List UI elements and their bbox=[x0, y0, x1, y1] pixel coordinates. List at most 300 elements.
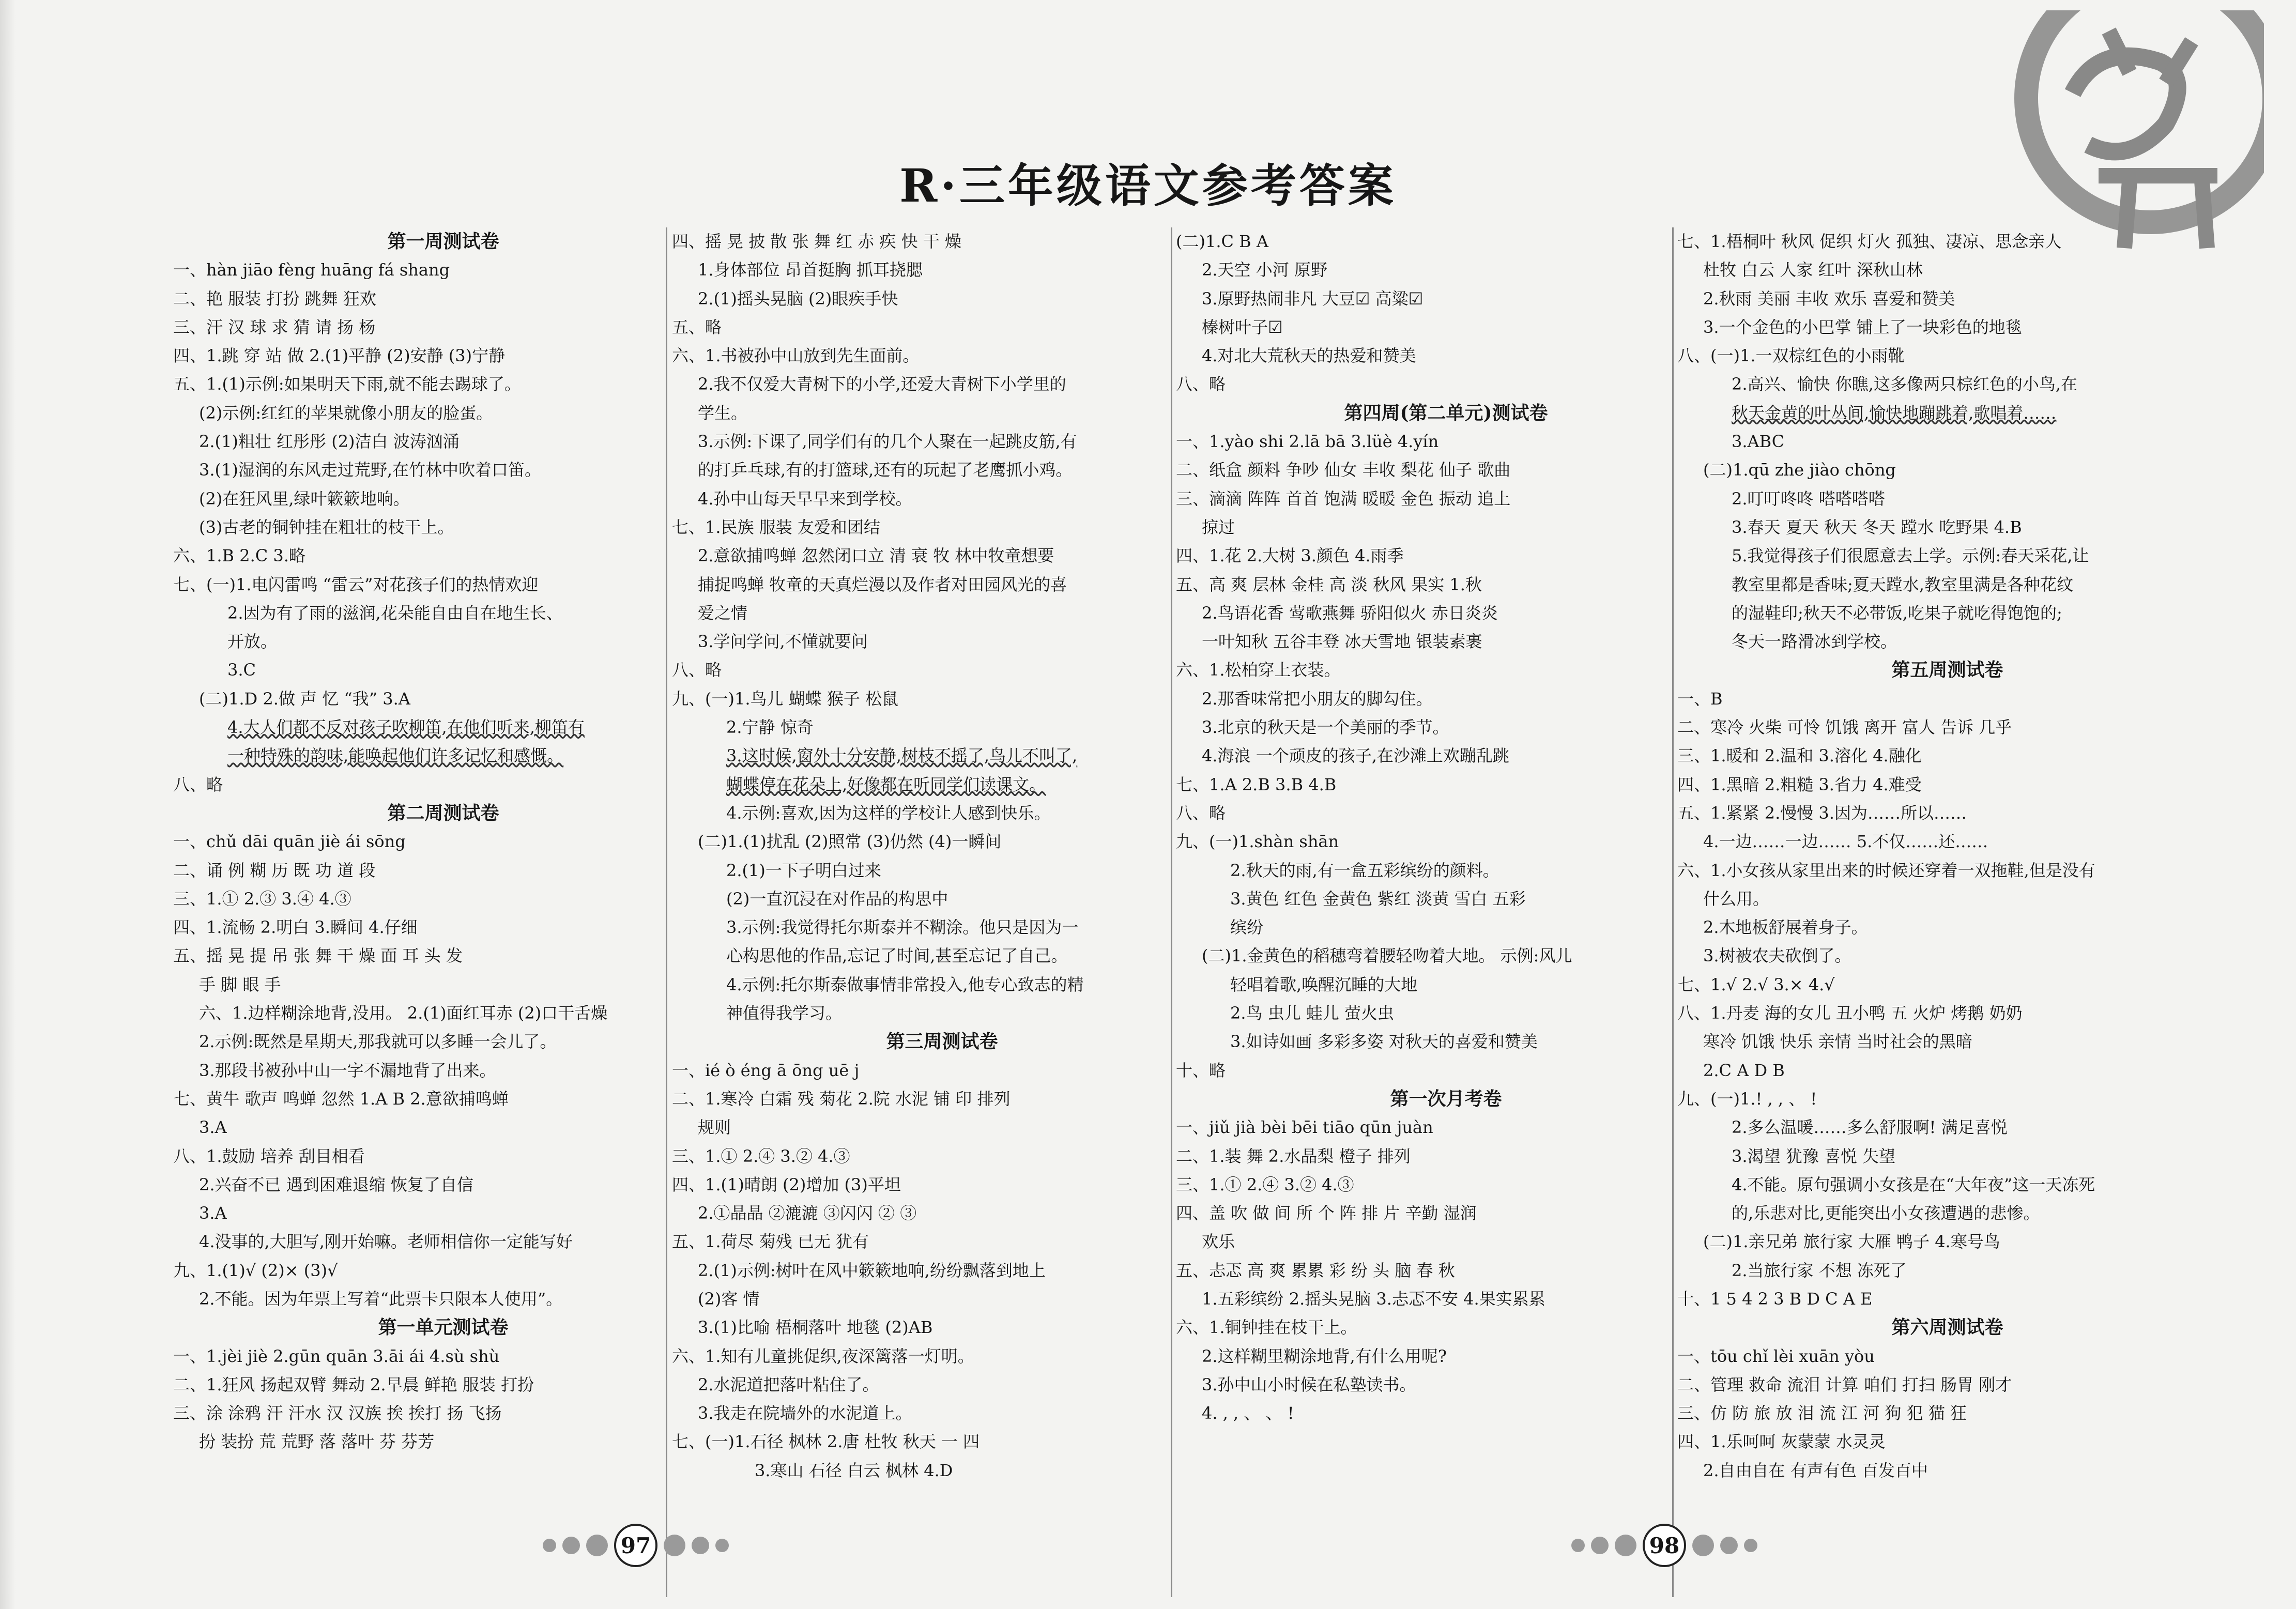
answer-text: 3.一个金色的小巴掌 铺上了一块彩色的地毯 bbox=[1703, 317, 2022, 337]
answer-text: 规则 bbox=[698, 1117, 731, 1138]
answer-text: 3.树被农夫砍倒了。 bbox=[1703, 946, 1851, 966]
answer-line bbox=[1677, 1028, 2217, 1056]
answer-line bbox=[173, 370, 713, 399]
answer-text: 2.不能。因为年票上写着“此票卡只限本人使用”。 bbox=[199, 1289, 563, 1309]
answer-text: 1.身体部位 昂首挺胸 抓耳挠腮 bbox=[698, 260, 923, 280]
section-heading bbox=[1176, 399, 1716, 427]
answer-text: 2.鸟 虫儿 蛙儿 萤火虫 bbox=[1230, 1003, 1395, 1023]
answer-text: 六、1.B 2.C 3.略 bbox=[173, 546, 305, 566]
answer-line bbox=[1176, 1028, 1716, 1056]
answer-line bbox=[1176, 1171, 1716, 1199]
answer-line bbox=[1677, 685, 2217, 713]
answer-line bbox=[672, 1399, 1212, 1428]
answer-text: 一、chǔ dāi quān jiè ái sōng bbox=[173, 832, 406, 852]
answer-line bbox=[1677, 1171, 2217, 1199]
answer-text: 三、1.① 2.③ 3.④ 4.③ bbox=[173, 888, 351, 909]
answer-line bbox=[1176, 942, 1716, 970]
section-heading bbox=[1677, 656, 2217, 684]
answer-text: 九、(一)1.鸟儿 蝴蝶 猴子 松鼠 bbox=[672, 688, 899, 709]
answer-text: 一、tōu chǐ lèi xuān yòu bbox=[1677, 1346, 1875, 1366]
answer-line bbox=[1176, 627, 1716, 656]
answer-line bbox=[672, 313, 1212, 342]
answer-line bbox=[1677, 456, 2217, 484]
answer-line bbox=[173, 627, 713, 656]
answer-line bbox=[1677, 542, 2217, 570]
answer-text: 2.自由自在 有声有色 百发百中 bbox=[1703, 1460, 1928, 1480]
answer-line bbox=[1677, 856, 2217, 885]
answer-text: 第二周测试卷 bbox=[387, 802, 499, 824]
answer-text: 榛树叶子☑ bbox=[1202, 317, 1283, 337]
answer-line bbox=[173, 828, 713, 856]
answer-text: 3.(1)比喻 梧桐落叶 地毯 (2)AB bbox=[698, 1317, 933, 1338]
column-divider bbox=[1171, 227, 1172, 1597]
answer-text: 二、1.装 舞 2.水晶梨 橙子 排列 bbox=[1176, 1146, 1411, 1166]
answer-text: 秋天金黄的叶丛间,愉快地蹦跳着,歌唱着…… bbox=[1732, 403, 2057, 423]
dot-decoration bbox=[715, 1539, 729, 1552]
answer-line bbox=[672, 1142, 1212, 1171]
answer-line bbox=[672, 599, 1212, 627]
answer-text: 一、1.jèi jiè 2.gūn quān 3.āi ái 4.sù shù bbox=[173, 1346, 500, 1366]
answer-text: 二、诵 例 糊 历 既 功 道 段 bbox=[173, 860, 376, 880]
answer-text: 十、1 5 4 2 3 B D C A E bbox=[1677, 1289, 1873, 1309]
answer-line bbox=[1677, 485, 2217, 513]
answer-text: 4.孙中山每天早早来到学校。 bbox=[698, 488, 912, 509]
section-heading bbox=[173, 799, 713, 828]
answer-line bbox=[1176, 342, 1716, 370]
answer-line bbox=[1176, 227, 1716, 256]
answer-text: 九、(一)1.! , , 、 ! bbox=[1677, 1089, 1817, 1109]
answer-line bbox=[1176, 285, 1716, 313]
answer-line bbox=[173, 913, 713, 942]
answer-text: 八、略 bbox=[173, 774, 223, 794]
answer-line bbox=[173, 1256, 713, 1285]
answer-text: 四、1.流畅 2.明白 3.瞬间 4.仔细 bbox=[173, 917, 418, 938]
answer-line bbox=[1176, 599, 1716, 627]
answer-text: 2.(1)示例:树叶在风中簌簌地响,纷纷飘落到地上 bbox=[698, 1260, 1046, 1280]
answer-text: 2.我不仅爱大青树下的小学,还爱大青树下小学里的 bbox=[698, 374, 1066, 394]
answer-text: 九、(一)1.shàn shān bbox=[1176, 832, 1339, 852]
answer-text: 2.示例:既然是星期天,那我就可以多睡一会儿了。 bbox=[199, 1032, 557, 1052]
answer-text: 四、1.乐呵呵 灰蒙蒙 水灵灵 bbox=[1677, 1432, 1886, 1452]
answer-text: (二)1.D 2.做 声 忆 “我” 3.A bbox=[199, 688, 410, 709]
answer-text: 三、滴滴 阵阵 首首 饱满 暖暖 金色 振动 追上 bbox=[1176, 488, 1511, 509]
answer-line bbox=[1176, 256, 1716, 284]
page-title: R·三年级语文参考答案 bbox=[899, 159, 1397, 212]
answer-line bbox=[672, 828, 1212, 856]
answer-text: 二、艳 服装 打扮 跳舞 狂欢 bbox=[173, 288, 376, 309]
answer-text: 第一周测试卷 bbox=[387, 231, 499, 252]
answer-line bbox=[672, 1371, 1212, 1399]
answer-line bbox=[1677, 713, 2217, 742]
answer-text: 第一单元测试卷 bbox=[378, 1316, 509, 1339]
answer-line bbox=[1176, 913, 1716, 942]
answer-text: (2)客 情 bbox=[698, 1289, 760, 1309]
answer-text: 蝴蝶停在花朵上,好像都在听同学们读课文。 bbox=[726, 774, 1046, 794]
answer-line bbox=[1677, 571, 2217, 599]
answer-text: 六、1.边样糊涂地背,没用。 2.(1)面红耳赤 (2)口干舌燥 bbox=[199, 1003, 608, 1023]
answer-text: 的打乒乓球,有的打篮球,还有的玩起了老鹰抓小鸡。 bbox=[698, 460, 1073, 480]
answer-text: 欢乐 bbox=[1202, 1232, 1235, 1252]
answer-text: 3.示例:下课了,同学们有的几个人聚在一起跳皮筋,有 bbox=[698, 432, 1077, 452]
answer-line bbox=[173, 513, 713, 542]
answer-text: 八、略 bbox=[672, 660, 722, 680]
answer-line bbox=[672, 342, 1212, 370]
answer-line bbox=[672, 1113, 1212, 1142]
answer-text: 八、略 bbox=[1176, 374, 1226, 394]
answer-text: 二、1.寒冷 白霜 残 菊花 2.院 水泥 铺 印 排列 bbox=[672, 1089, 1011, 1109]
answer-text: 2.(1)一下子明白过来 bbox=[726, 860, 881, 880]
answer-text: 神值得我学习。 bbox=[726, 1003, 843, 1023]
dot-decoration bbox=[692, 1537, 709, 1554]
answer-line bbox=[1677, 828, 2217, 856]
answer-text: 2.鸟语花香 莺歌燕舞 骄阳似火 赤日炎炎 bbox=[1202, 603, 1498, 623]
answer-line bbox=[1677, 971, 2217, 999]
answer-line bbox=[1176, 1056, 1716, 1085]
answer-line bbox=[672, 227, 1212, 256]
answer-line bbox=[1176, 1199, 1716, 1228]
answer-line bbox=[672, 771, 1212, 799]
answer-line bbox=[672, 513, 1212, 542]
answer-line bbox=[672, 656, 1212, 684]
answer-line bbox=[173, 999, 713, 1028]
answer-text: 三、涂 涂鸦 汗 汗水 汉 汉族 挨 挨打 扬 飞扬 bbox=[173, 1403, 502, 1423]
seal-stamp-icon bbox=[1995, 10, 2264, 253]
answer-line bbox=[173, 1228, 713, 1256]
answer-text: 心构思他的作品,忘记了时间,甚至忘记了自己。 bbox=[726, 946, 1068, 966]
answer-text: 四、1.花 2.大树 3.颜色 4.雨季 bbox=[1176, 546, 1404, 566]
answer-text: 八、(一)1.一双棕红色的小雨靴 bbox=[1677, 346, 1905, 366]
dot-decoration bbox=[1615, 1535, 1636, 1556]
answer-line bbox=[1176, 427, 1716, 456]
answer-text: 第一次月考卷 bbox=[1390, 1087, 1502, 1110]
answer-line bbox=[672, 256, 1212, 284]
answer-text: 五、摇 晃 提 吊 张 舞 干 燥 面 耳 头 发 bbox=[173, 946, 463, 966]
answer-text: 3.示例:我觉得托尔斯泰并不糊涂。他只是因为一 bbox=[726, 917, 1079, 938]
answer-line bbox=[672, 285, 1212, 313]
answer-text: 一、hàn jiāo fèng huāng fá shang bbox=[173, 260, 450, 280]
answer-line bbox=[672, 627, 1212, 656]
answer-text: 3.春天 夏天 秋天 冬天 蹚水 吃野果 4.B bbox=[1732, 517, 2022, 537]
answer-text: 七、1.民族 服装 友爱和团结 bbox=[672, 517, 880, 537]
answer-text: 八、略 bbox=[1176, 803, 1226, 823]
answer-column-3 bbox=[1176, 227, 1716, 1428]
answer-line bbox=[672, 971, 1212, 999]
answer-line bbox=[672, 913, 1212, 942]
dot-decoration bbox=[543, 1539, 556, 1552]
answer-line bbox=[672, 742, 1212, 770]
answer-column-4 bbox=[1677, 227, 2217, 1485]
answer-line bbox=[1176, 685, 1716, 713]
answer-line bbox=[1677, 942, 2217, 970]
answer-text: 2.因为有了雨的滋润,花朵能自由自在地生长、 bbox=[227, 603, 563, 623]
answer-line bbox=[1176, 1256, 1716, 1285]
answer-line bbox=[1176, 1313, 1716, 1342]
answer-text: 第五周测试卷 bbox=[1891, 659, 2003, 681]
answer-text: 杜牧 白云 人家 红叶 深秋山林 bbox=[1703, 260, 1923, 280]
answer-text: 3.如诗如画 多彩多姿 对秋天的喜爱和赞美 bbox=[1230, 1032, 1538, 1052]
page-number-right bbox=[1571, 1522, 1757, 1569]
answer-text: 3.ABC bbox=[1732, 432, 1785, 452]
answer-text: 扮 装扮 荒 荒野 落 落叶 芬 芬芳 bbox=[199, 1432, 435, 1452]
answer-line bbox=[672, 1171, 1212, 1199]
answer-text: 五、1.(1)示例:如果明天下雨,就不能去踢球了。 bbox=[173, 374, 521, 394]
answer-line bbox=[1677, 285, 2217, 313]
answer-line bbox=[672, 370, 1212, 399]
answer-line bbox=[672, 399, 1212, 427]
answer-line bbox=[1176, 771, 1716, 799]
answer-line bbox=[173, 256, 713, 284]
answer-line bbox=[1176, 971, 1716, 999]
answer-line bbox=[672, 1285, 1212, 1313]
answer-line bbox=[173, 771, 713, 799]
answer-line bbox=[672, 427, 1212, 456]
answer-text: 2.这样糊里糊涂地背,有什么用呢? bbox=[1202, 1346, 1447, 1366]
answer-text: 3.北京的秋天是一个美丽的季节。 bbox=[1202, 717, 1449, 738]
answer-line bbox=[1677, 313, 2217, 342]
answer-text: 2.那香味常把小朋友的脚勾住。 bbox=[1202, 688, 1433, 709]
answer-text: 七、(一)1.石径 枫林 2.唐 杜牧 秋天 一 四 bbox=[672, 1432, 980, 1452]
answer-line bbox=[173, 1142, 713, 1171]
answer-line bbox=[173, 1171, 713, 1199]
answer-line bbox=[1176, 542, 1716, 570]
answer-text: 手 脚 眼 手 bbox=[199, 974, 281, 994]
answer-text: 一、ié ò éng ā ōng uē j bbox=[672, 1060, 860, 1080]
answer-line bbox=[1176, 1342, 1716, 1371]
answer-line bbox=[1677, 342, 2217, 370]
answer-line bbox=[173, 742, 713, 770]
answer-text: 二、1.狂风 扬起双臂 舞动 2.早晨 鲜艳 服装 打扮 bbox=[173, 1374, 534, 1395]
page-number-left bbox=[543, 1522, 729, 1569]
answer-line bbox=[672, 685, 1212, 713]
answer-line bbox=[1176, 713, 1716, 742]
answer-text: 二、纸盒 颜料 争吵 仙女 丰收 梨花 仙子 歌曲 bbox=[1176, 460, 1511, 480]
answer-text: 六、1.知有儿童挑促织,夜深篱落一灯明。 bbox=[672, 1346, 974, 1366]
answer-text: 3.渴望 犹豫 喜悦 失望 bbox=[1732, 1146, 1896, 1166]
answer-text: 的,乐悲对比,更能突出小女孩遭遇的悲惨。 bbox=[1732, 1203, 2040, 1223]
answer-line bbox=[173, 1428, 713, 1456]
answer-text: 2.(1)摇头晃脑 (2)眼疾手快 bbox=[698, 288, 898, 309]
answer-text: 2.当旅行家 不想 冻死了 bbox=[1732, 1260, 1907, 1280]
answer-text: 3.黄色 红色 金黄色 紫红 淡黄 雪白 五彩 bbox=[1230, 888, 1526, 909]
answer-text: 4.示例:托尔斯泰做事情非常投入,他专心致志的精 bbox=[726, 974, 1084, 994]
answer-line bbox=[1677, 370, 2217, 399]
answer-line bbox=[1677, 1085, 2217, 1113]
answer-line bbox=[1176, 313, 1716, 342]
section-heading bbox=[173, 227, 713, 256]
answer-text: 2.高兴、愉快 你瞧,这多像两只棕红色的小鸟,在 bbox=[1732, 374, 2078, 394]
answer-line bbox=[672, 485, 1212, 513]
answer-line bbox=[1677, 1199, 2217, 1228]
answer-line bbox=[173, 485, 713, 513]
answer-line bbox=[672, 885, 1212, 913]
answer-line bbox=[1176, 742, 1716, 770]
answer-text: 五、忐忑 高 爽 累累 彩 纷 头 脑 春 秋 bbox=[1176, 1260, 1455, 1280]
answer-text: 3.孙中山小时候在私塾读书。 bbox=[1202, 1374, 1416, 1395]
answer-text: 3.A bbox=[199, 1117, 227, 1138]
answer-text: (2)示例:红红的苹果就像小朋友的脸蛋。 bbox=[199, 403, 493, 423]
answer-text: 四、1.跳 穿 站 做 2.(1)平静 (2)安静 (3)宁静 bbox=[173, 346, 506, 366]
answer-text: 七、(一)1.电闪雷鸣 “雷云”对花孩子们的热情欢迎 bbox=[173, 574, 539, 594]
answer-text: 2.叮叮咚咚 嗒嗒嗒嗒 bbox=[1732, 488, 1885, 509]
answer-text: 2.宁静 惊奇 bbox=[726, 717, 814, 738]
answer-text: 冬天一路滑冰到学校。 bbox=[1732, 632, 1897, 652]
answer-text: 寒冷 饥饿 快乐 亲情 当时社会的黑暗 bbox=[1703, 1032, 1972, 1052]
page-number-98: 98 bbox=[1643, 1524, 1686, 1567]
answer-text: 二、寒冷 火柴 可怜 饥饿 离开 富人 告诉 几乎 bbox=[1677, 717, 2012, 738]
answer-text: 3.学问学问,不懂就要问 bbox=[698, 632, 868, 652]
answer-line bbox=[173, 856, 713, 885]
answer-text: 什么用。 bbox=[1703, 888, 1770, 909]
answer-text: 4.对北大荒秋天的热爱和赞美 bbox=[1202, 346, 1416, 366]
scan-edge bbox=[0, 0, 16, 1609]
dot-decoration bbox=[586, 1535, 608, 1556]
answer-line bbox=[672, 942, 1212, 970]
answer-line bbox=[1677, 1457, 2217, 1485]
answer-line bbox=[173, 456, 713, 484]
answer-line bbox=[173, 285, 713, 313]
answer-line bbox=[173, 1371, 713, 1399]
answer-text: 四、1.(1)晴朗 (2)增加 (3)平坦 bbox=[672, 1174, 901, 1194]
answer-line bbox=[173, 1085, 713, 1113]
answer-line bbox=[1677, 771, 2217, 799]
answer-line bbox=[1176, 799, 1716, 828]
answer-line bbox=[173, 685, 713, 713]
answer-text: 三、1.暖和 2.温和 3.溶化 4.融化 bbox=[1677, 746, 1922, 766]
answer-line bbox=[1677, 599, 2217, 627]
dot-decoration bbox=[1591, 1537, 1609, 1554]
answer-text: 4.大人们都不反对孩子吹柳笛,在他们听来,柳笛有 bbox=[227, 717, 585, 738]
answer-text: 2.天空 小河 原野 bbox=[1202, 260, 1327, 280]
answer-line bbox=[672, 571, 1212, 599]
dot-decoration bbox=[1720, 1537, 1738, 1554]
answer-text: 一种特殊的韵味,能唤起他们许多记忆和感慨。 bbox=[227, 746, 564, 766]
answer-line bbox=[672, 1228, 1212, 1256]
answer-text: 4.没事的,大胆写,刚开始嘛。老师相信你一定能写好 bbox=[199, 1232, 573, 1252]
answer-text: 七、1.A 2.B 3.B 4.B bbox=[1176, 774, 1337, 794]
answer-line bbox=[1176, 828, 1716, 856]
answer-line bbox=[672, 799, 1212, 828]
answer-line bbox=[173, 1028, 713, 1056]
answer-line bbox=[173, 971, 713, 999]
answer-text: 一叶知秋 五谷丰登 冰天雪地 银装素裹 bbox=[1202, 632, 1482, 652]
answer-line bbox=[1677, 742, 2217, 770]
answer-line bbox=[1677, 1342, 2217, 1371]
answer-text: 3.寒山 石径 白云 枫林 4.D bbox=[755, 1460, 953, 1480]
answer-line bbox=[1176, 856, 1716, 885]
answer-line bbox=[1176, 885, 1716, 913]
answer-line bbox=[173, 1285, 713, 1313]
answer-line bbox=[672, 1256, 1212, 1285]
answer-text: 4.海浪 一个顽皮的孩子,在沙滩上欢蹦乱跳 bbox=[1202, 746, 1509, 766]
answer-line bbox=[1176, 513, 1716, 542]
answer-text: 七、1.梧桐叶 秋风 促织 灯火 孤独、凄凉、思念亲人 bbox=[1677, 232, 2062, 251]
answer-text: 1.五彩缤纷 2.摇头晃脑 3.忐忑不安 4.果实累累 bbox=[1202, 1289, 1545, 1309]
answer-line bbox=[173, 1113, 713, 1142]
answer-line bbox=[173, 399, 713, 427]
answer-text: 4.一边……一边…… 5.不仅……还…… bbox=[1703, 832, 1988, 852]
answer-text: 4.示例:喜欢,因为这样的学校让人感到快乐。 bbox=[726, 803, 1051, 823]
answer-text: 六、1.小女孩从家里出来的时候还穿着一双拖鞋,但是没有 bbox=[1677, 860, 2095, 880]
answer-text: 2.秋雨 美丽 丰收 欢乐 喜爱和赞美 bbox=[1703, 288, 1955, 309]
answer-line bbox=[1677, 1371, 2217, 1399]
answer-line bbox=[173, 1342, 713, 1371]
answer-line bbox=[672, 1085, 1212, 1113]
answer-text: 2.水泥道把落叶粘住了。 bbox=[698, 1374, 879, 1395]
answer-line bbox=[672, 1457, 1212, 1485]
answer-text: 开放。 bbox=[227, 632, 278, 652]
answer-text: 六、1.书被孙中山放到先生面前。 bbox=[672, 346, 920, 366]
answer-text: (二)1.(1)扰乱 (2)照常 (3)仍然 (4)一瞬间 bbox=[698, 832, 1002, 852]
answer-line bbox=[173, 427, 713, 456]
answer-line bbox=[173, 342, 713, 370]
answer-line bbox=[672, 456, 1212, 484]
answer-text: 六、1.松柏穿上衣装。 bbox=[1176, 660, 1341, 680]
answer-line bbox=[173, 313, 713, 342]
answer-text: 3.我走在院墙外的水泥道上。 bbox=[698, 1403, 912, 1423]
answer-column-1 bbox=[173, 227, 713, 1457]
answer-line bbox=[1176, 370, 1716, 399]
answer-text: 2.(1)粗壮 红彤彤 (2)洁白 波涛汹涌 bbox=[199, 432, 460, 452]
answer-text: 5.我觉得孩子们很愿意去上学。示例:春天采花,让 bbox=[1732, 546, 2089, 566]
answer-line bbox=[1677, 1113, 2217, 1142]
answer-line bbox=[173, 1056, 713, 1085]
answer-text: 2.兴奋不已 遇到困难退缩 恢复了自信 bbox=[199, 1174, 473, 1194]
answer-text: 捕捉鸣蝉 牧童的天真烂漫以及作者对田园风光的喜 bbox=[698, 574, 1067, 594]
answer-text: 轻唱着歌,唤醒沉睡的大地 bbox=[1230, 974, 1418, 994]
answer-line bbox=[1677, 1428, 2217, 1456]
answer-text: 3.原野热闹非凡 大豆☑ 高粱☑ bbox=[1202, 288, 1423, 309]
answer-text: 掠过 bbox=[1202, 517, 1235, 537]
section-heading bbox=[672, 1028, 1212, 1056]
answer-text: 七、1.√ 2.√ 3.× 4.√ bbox=[1677, 974, 1835, 994]
answer-text: 2.意欲捕鸣蝉 忽然闭口立 清 衰 牧 林中牧童想要 bbox=[698, 546, 1054, 566]
section-heading bbox=[1176, 1085, 1716, 1113]
answer-text: 一、1.yào shi 2.lā bā 3.lüè 4.yín bbox=[1176, 432, 1439, 452]
answer-text: 三、1.① 2.④ 3.② 4.③ bbox=[672, 1146, 850, 1166]
column-divider bbox=[1672, 227, 1674, 1597]
answer-line bbox=[1677, 627, 2217, 656]
dot-decoration bbox=[1692, 1535, 1714, 1556]
answer-line bbox=[1176, 456, 1716, 484]
answer-line bbox=[672, 1056, 1212, 1085]
answer-line bbox=[672, 856, 1212, 885]
answer-line bbox=[1176, 1285, 1716, 1313]
answer-line bbox=[1677, 399, 2217, 427]
answer-line bbox=[672, 713, 1212, 742]
answer-text: 2.秋天的雨,有一盒五彩缤纷的颜料。 bbox=[1230, 860, 1499, 880]
answer-line bbox=[1677, 1056, 2217, 1085]
answer-text: 3.这时候,窗外十分安静,树枝不摇了,鸟儿不叫了, bbox=[726, 746, 1078, 766]
answer-line bbox=[1677, 999, 2217, 1028]
answer-line bbox=[1677, 1142, 2217, 1171]
answer-text: 第六周测试卷 bbox=[1891, 1316, 2003, 1339]
answer-text: 三、1.① 2.④ 3.② 4.③ bbox=[1176, 1174, 1354, 1194]
answer-line bbox=[173, 571, 713, 599]
answer-text: 3.那段书被孙中山一字不漏地背了出来。 bbox=[199, 1060, 496, 1080]
answer-line bbox=[173, 656, 713, 684]
answer-line bbox=[672, 1313, 1212, 1342]
answer-line bbox=[1176, 1228, 1716, 1256]
answer-text: 2.C A D B bbox=[1703, 1060, 1785, 1080]
answer-line bbox=[1677, 427, 2217, 456]
page-number-97: 97 bbox=[614, 1524, 657, 1567]
answer-line bbox=[1176, 485, 1716, 513]
answer-line bbox=[1176, 1142, 1716, 1171]
answer-text: 七、黄牛 歌声 鸣蝉 忽然 1.A B 2.意欲捕鸣蝉 bbox=[173, 1089, 509, 1109]
answer-text: 4.不能。原句强调小女孩是在“大年夜”这一天冻死 bbox=[1732, 1174, 2095, 1194]
answer-line bbox=[1677, 913, 2217, 942]
answer-line bbox=[672, 1199, 1212, 1228]
